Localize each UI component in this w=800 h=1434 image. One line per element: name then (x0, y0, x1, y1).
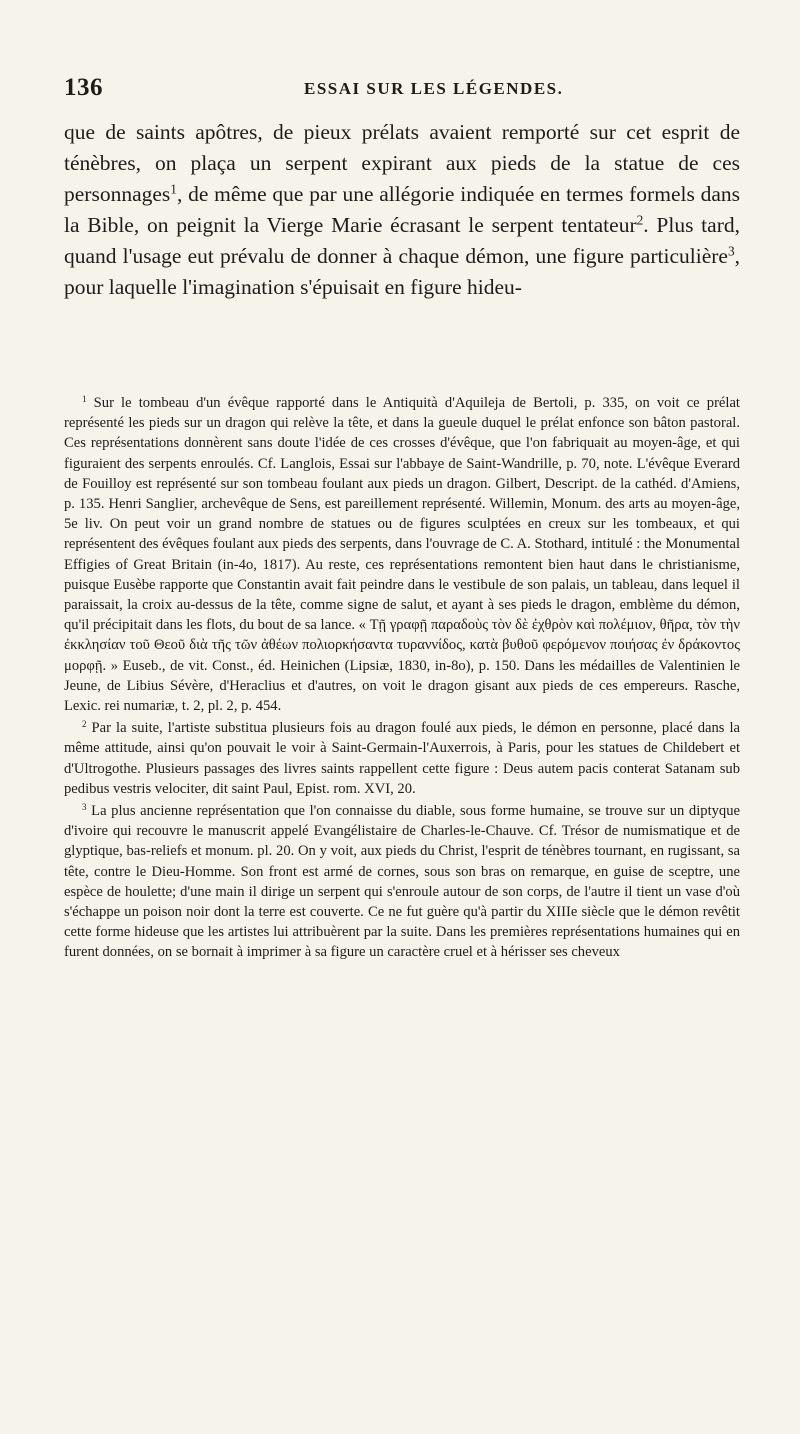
body-text-segment: , de même que par une allégorie indiquée en termes formels dans la Bible, on peignit la Vierge Marie écrasant le serpent tentateur (64, 182, 740, 237)
page-header (64, 74, 740, 104)
body-text-segment: . Plus tard, quand l'usage eut prévalu de donner à chaque démon, une figure particulière (64, 213, 740, 268)
footnote (64, 718, 740, 799)
page-number: 136 (64, 74, 103, 101)
footnotes-section (64, 393, 740, 963)
footnote-text: Sur le tombeau d'un évêque rapporté dans le Antiquità d'Aquileja de Bertoli, p. 335, on voit ce prélat représenté les pieds sur un dragon qui relève la tête, et dans la gueule duquel le prélat enfonce son bâton pastoral. Ces représentations donnèrent sans doute l'idée de ces crosses d'évêque, que l'on fabriquait au moyen-âge, et qui figuraient des serpents enroulés. Cf. Langlois, Essai sur l'abbaye de Saint-Wandrille, p. 70, note. L'évêque Everard de Fouilloy est représenté sur son tombeau foulant aux pieds un dragon. Gilbert, Descript. de la cathéd. d'Amiens, p. 135. Henri Sanglier, archevêque de Sens, est pareillement représenté. Willemin, Monum. des arts au moyen-âge, 5e liv. On peut voir un grand nombre de statues ou de figures sculptées en creux sur les tombeaux, et qui représentent des évêques foulant aux pieds des serpents, dans l'ouvrage de C. A. Stothard, intitulé : the Monumental Effigies of Great Britain (in-4o, 1817). Au reste, ces représentations remontent bien haut dans le christianisme, puisque Eusèbe rapporte que Constantin avait fait peindre dans le vestibule de son palais, un tableau, dans lequel il paraissait, la croix au-dessus de la tête, comme signe de salut, et ayant à ses pieds le dragon, emblème du démon, qu'il précipitait dans les flots, du bout de sa lance. « Τῇ γραφῇ παραδοὺς τὸν δὲ ἐχθρὸν καὶ πολέμιον, θῆρα, τὸν τὴν ἐκκλησίαν τοῦ Θεοῦ διὰ τῆς τῶν ἀθέων πολιορκήσαντα τυραννίδος, κατὰ βυθοῦ φερόμενον ποιήσας ἐν δράκοντος μορφῇ. » Euseb., de vit. Const., éd. Heinichen (Lipsiæ, 1830, in-8o), p. 150. Dans les médailles de Valentinien le Jeune, de Libius Sévère, d'Heraclius et d'autres, on voit le dragon gisant aux pieds de ces empereurs. Rasche, Lexic. rei numariæ, t. 2, pl. 2, p. 454. (64, 395, 740, 715)
footnote-number: 3 (82, 802, 87, 813)
footnote-number: 2 (82, 719, 87, 730)
footnote-text: La plus ancienne représentation que l'on connaisse du diable, sous forme humaine, se trouve sur un diptyque d'ivoire qui recouvre le manuscrit appelé Evangélistaire de Charles-le-Chauve. Cf. Trésor de numismatique et de glyptique, bas-reliefs et monum. pl. 20. On y voit, aux pieds du Christ, l'esprit de ténèbres tournant, en rugissant, sa tête, contre le Dieu-Homme. Son front est armé de cornes, sous son bras on remarque, en guise de sceptre, une espèce de houlette; d'une main il dirige un serpent qui s'enroule autour de son corps, de l'autre il tient un vase d'où s'échappe un poison noir dont la terre est couverte. Ce ne fut guère qu'à partir du XIIIe siècle que le démon revêtit cette forme hideuse que les artistes lui attribuèrent par la suite. Dans les premières représentations humaines qui en furent données, on se bornait à imprimer à sa figure un caractère cruel et à hérisser ses cheveux (64, 803, 740, 961)
footnote (64, 801, 740, 963)
footnote-reference: 3 (727, 243, 735, 259)
body-text-segment: , pour laquelle l'imagination s'épuisait en figure hideu- (64, 244, 740, 299)
body-text-segment: que de saints apôtres, de pieux prélats avaient remporté sur cet esprit de ténèbres, on plaça un serpent expirant aux pieds de la statue de ces personnages (64, 120, 740, 206)
footnote-reference: 2 (636, 212, 644, 228)
footnote-text: Par la suite, l'artiste substitua plusieurs fois au dragon foulé aux pieds, le démon en personne, placé dans la même attitude, ainsi qu'on pouvait le voir à Saint-Germain-l'Auxerrois, à Paris, pour les statues de Childebert et d'Ultrogothe. Plusieurs passages des livres saints rappellent cette figure : Deus autem pacis conterat Satanam sub pedibus vestris velociter, dit saint Paul, Epist. rom. XVI, 20. (64, 720, 740, 797)
footnote (64, 393, 740, 716)
footnote-reference: 1 (170, 181, 177, 197)
running-title: ESSAI SUR LES LÉGENDES. (304, 79, 564, 98)
footnote-number: 1 (82, 394, 87, 405)
main-paragraph (64, 117, 740, 303)
